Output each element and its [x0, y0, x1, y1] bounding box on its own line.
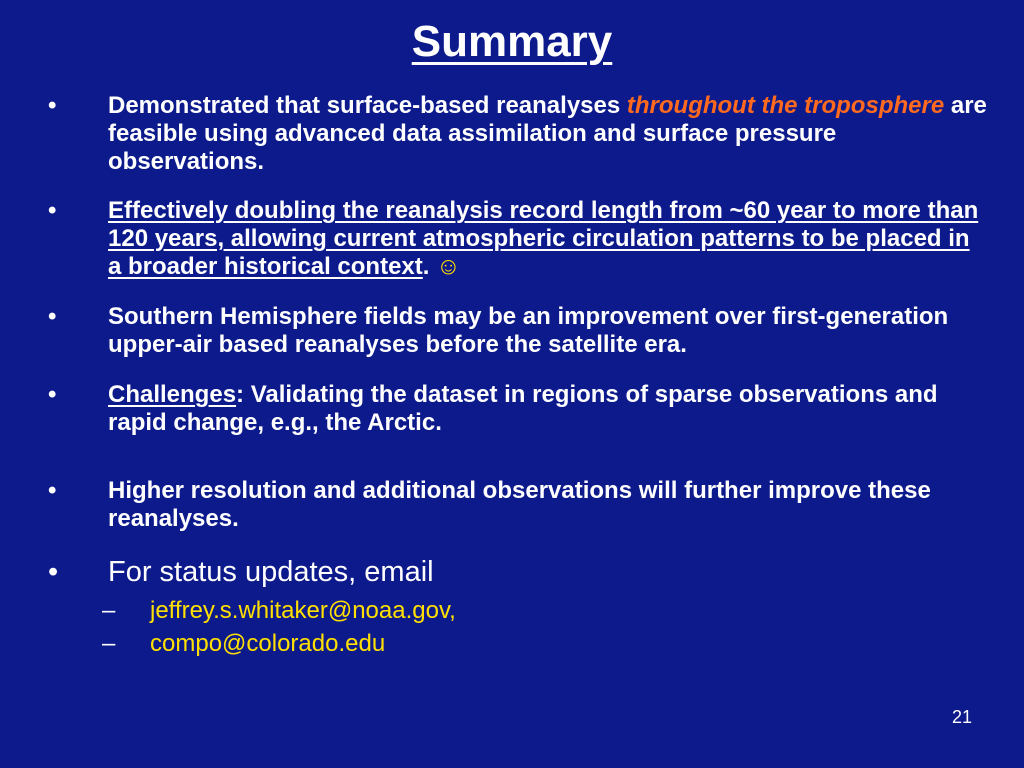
bullet-marker: • [48, 556, 59, 588]
bullet-text-3: Southern Hemisphere fields may be an improvement over first-generation upper-air based reanalyses before the satellite era. [108, 303, 949, 358]
bullet-text-1 [108, 92, 988, 176]
page-number: 21 [951, 707, 972, 727]
bullet-marker: • [48, 92, 57, 119]
bullet-marker: • [48, 477, 57, 504]
bullet-1-part2: are feasible using advanced data assimilation and surface pressure observations. [108, 92, 987, 175]
bullet-2-after: . [422, 253, 437, 280]
bullet-marker: • [48, 303, 57, 330]
email-link-compo[interactable]: compo@colorado.edu [150, 630, 386, 657]
dash-marker: – [102, 630, 116, 657]
smiley-icon: ☺ [436, 253, 461, 280]
bullet-text-5: Higher resolution and additional observations will further improve these reanalyses. [108, 477, 931, 532]
bullet-4-text: : Validating the dataset in regions of sparse observations and rapid change, e.g., the Arctic. [108, 381, 938, 436]
bullet-marker: • [48, 197, 57, 224]
bullet-1-highlight: throughout the troposphere [626, 92, 945, 119]
email-link-whitaker[interactable]: jeffrey.s.whitaker@noaa.gov, [150, 597, 456, 624]
dash-marker: – [102, 597, 116, 624]
bullet-1-part1: Demonstrated that surface-based reanalyses [108, 92, 627, 119]
bullet-text-2 [108, 197, 988, 281]
challenges-label: Challenges [108, 381, 237, 408]
slide-title: Summary [411, 17, 613, 66]
bullet-2-underlined: Effectively doubling the reanalysis record length from ~60 year to more than 120 years, allowing current atmospheric circulation patterns to be placed in a broader historical context [108, 197, 979, 280]
bullet-marker: • [48, 381, 57, 408]
bullet-text-4 [108, 381, 988, 437]
bullet-text-6: For status updates, email [108, 556, 434, 588]
